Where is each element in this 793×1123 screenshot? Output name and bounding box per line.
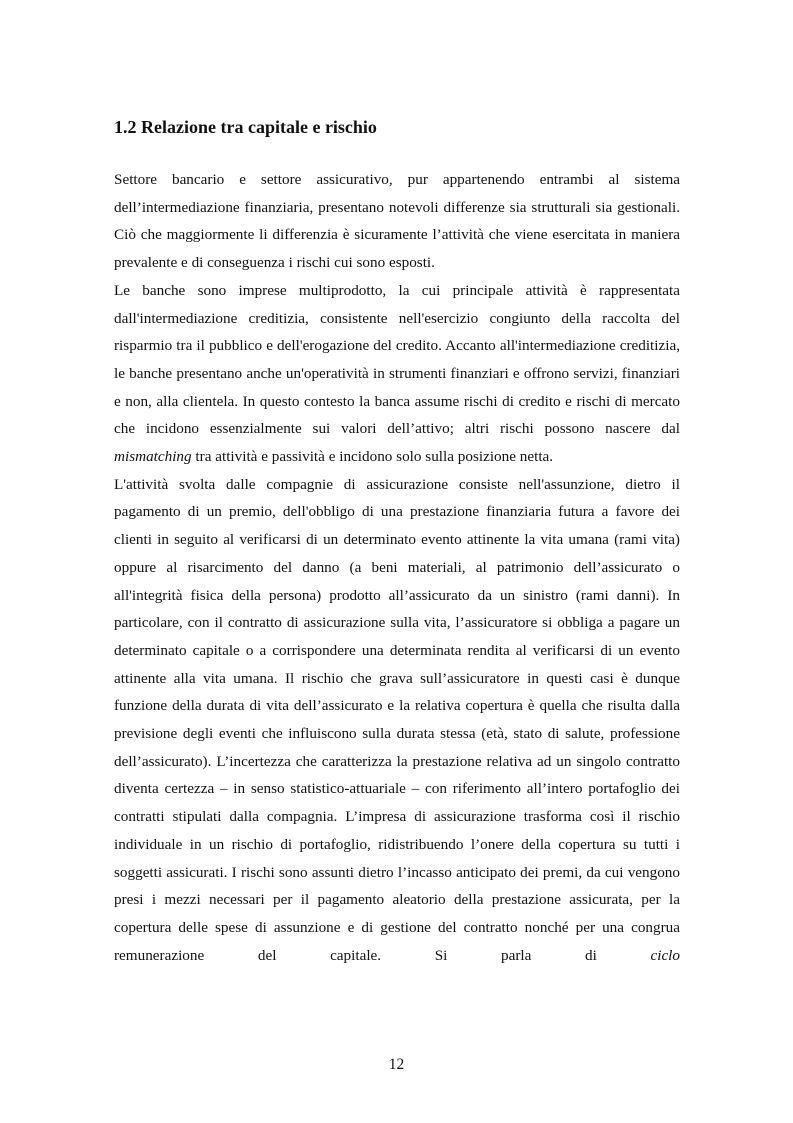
paragraph-text: tra attività e passività e incidono solo sulla posizione netta. bbox=[191, 448, 554, 466]
body-paragraph bbox=[114, 277, 680, 471]
body-paragraph bbox=[114, 166, 680, 277]
italic-term: ciclo bbox=[650, 946, 680, 964]
section-heading: 1.2 Relazione tra capitale e rischio bbox=[114, 117, 377, 137]
paragraph-text: L'attività svolta dalle compagnie di assicurazione consiste nell'assunzione, dietro il pagamento di un premio, dell'obbligo di una prestazione finanziaria futura a favore dei clienti in seguito al verificarsi di un determinato evento attinente la vita umana (rami vita) oppure al risarcimento del danno (a beni materiali, al patrimonio dell’assicurato o all'integrità fisica della persona) prodotto all’assicurato da un sinistro (rami danni). In particolare, con il contratto di assicurazione sulla vita, l’assicuratore si obbliga a pagare un determinato capitale o a corrispondere una determinata rendita al verificarsi di un evento attinente alla vita umana. Il rischio che grava sull’assicuratore in questi casi è dunque funzione della durata di vita dell’assicurato e la relativa copertura è quella che risulta dalla previsione degli eventi che influiscono sulla durata stessa (età, stato di salute, professione dell’assicurato). L’incertezza che caratterizza la prestazione relativa ad un singolo contratto diventa certezza – in senso statistico-attuariale – con riferimento all’intero portafoglio dei contratti stipulati dalla compagnia. L’impresa di assicurazione trasforma così il rischio individuale in un rischio di portafoglio, ridistribuendo l’onere della copertura su tutti i soggetti assicurati. I rischi sono assunti dietro l’incasso anticipato dei premi, da cui vengono presi i mezzi necessari per il pagamento aleatorio della prestazione assicurata, per la copertura delle spese di assunzione e di gestione del contratto nonché per una congrua remunerazione del capitale. Si parla di bbox=[114, 475, 680, 964]
paragraph-text: Settore bancario e settore assicurativo, pur appartenendo entrambi al sistema dell’intermediazione finanziaria, presentano notevoli differenze sia strutturali sia gestionali. Ciò che maggiormente li differenzia è sicuramente l’attività che viene esercitata in maniera prevalente e di conseguenza i rischi cui sono esposti. bbox=[114, 171, 680, 272]
italic-term: mismatching bbox=[114, 448, 192, 466]
body-paragraph bbox=[114, 471, 680, 970]
paragraph-text: Le banche sono imprese multiprodotto, la cui principale attività è rappresentata dall'intermediazione creditizia, consistente nell'esercizio congiunto della raccolta del risparmio tra il pubblico e dell'erogazione del credito. Accanto all'intermediazione creditizia, le banche presentano anche un'operatività in strumenti finanziari e offrono servizi, finanziari e non, alla clientela. In questo contesto la banca assume rischi di credito e rischi di mercato che incidono essenzialmente sui valori dell’attivo; altri rischi possono nascere dal bbox=[114, 281, 680, 438]
page-number: 12 bbox=[388, 1056, 405, 1073]
body-text bbox=[114, 166, 680, 969]
